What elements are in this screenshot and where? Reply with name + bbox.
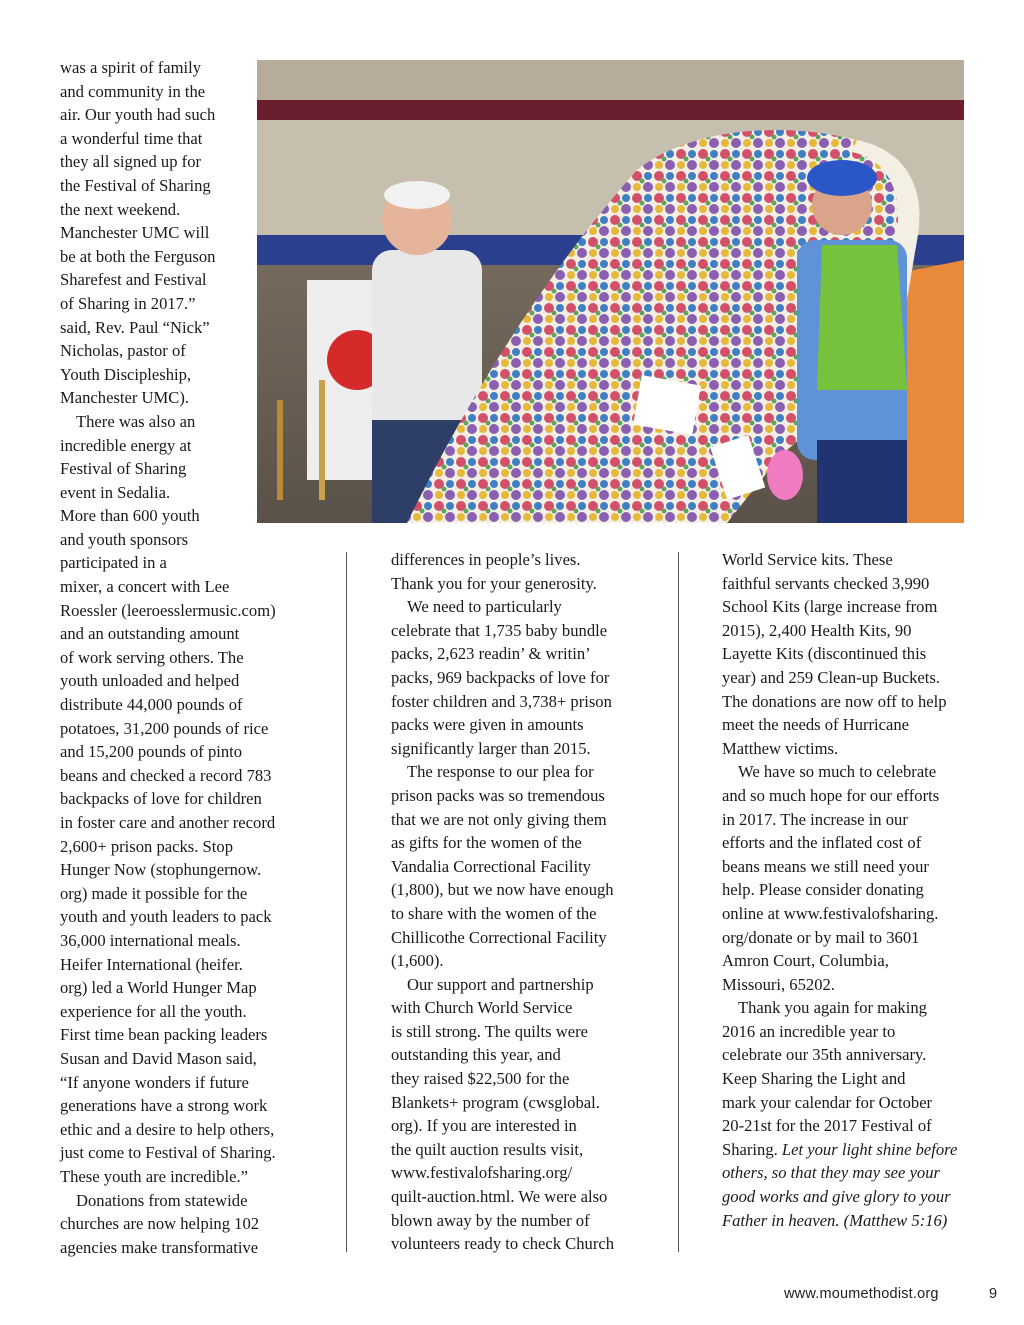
- text-line-content: packs, 969 backpacks of love for: [391, 667, 610, 687]
- text-line-content: Sharing.: [722, 1139, 782, 1159]
- text-line-content: Manchester UMC will: [60, 223, 210, 243]
- text-line-content: as gifts for the women of the: [391, 833, 582, 853]
- text-line: [391, 595, 646, 619]
- text-line: [722, 831, 967, 855]
- text-line-content: they all signed up for: [60, 152, 202, 172]
- text-line-content: in foster care and another record: [60, 813, 276, 832]
- text-line: [391, 1043, 646, 1067]
- text-line-content: backpacks of love for children: [60, 789, 262, 809]
- text-line-content: 2015), 2,400 Health Kits, 90: [722, 620, 912, 640]
- text-line-content: celebrate our 35th anniversary.: [722, 1045, 927, 1065]
- quilt-photo: [257, 60, 964, 523]
- text-line-content: online at www.festivalofsharing.: [722, 903, 939, 923]
- column-divider: [346, 552, 347, 1252]
- text-line: [391, 548, 646, 572]
- text-line: [391, 996, 646, 1020]
- text-line-content: ethic and a desire to help others,: [60, 1119, 275, 1139]
- text-line: [722, 1209, 967, 1233]
- text-line-content: Amron Court, Columbia,: [722, 951, 889, 971]
- text-line: [60, 929, 300, 953]
- text-line-content: Nicholas, pastor of: [60, 341, 186, 361]
- text-line-content: a wonderful time that: [60, 128, 203, 148]
- text-line: [722, 1138, 967, 1162]
- text-line: [391, 619, 646, 643]
- text-line-content: differences in people’s lives.: [391, 550, 581, 569]
- page-number: 9: [989, 1286, 998, 1302]
- text-line-content: the next weekend.: [60, 199, 181, 219]
- text-line-content: There was also an: [76, 411, 196, 431]
- text-line-content: meet the needs of Hurricane: [722, 715, 910, 735]
- text-line: [391, 666, 646, 690]
- text-line: [722, 760, 967, 784]
- text-line-content: just come to Festival of Sharing.: [60, 1143, 276, 1163]
- text-line-content: experience for all the youth.: [60, 1001, 247, 1021]
- article-column-2: [391, 548, 646, 1256]
- text-line-content: to share with the women of the: [391, 903, 597, 923]
- text-line-content: Chillicothe Correctional Facility: [391, 927, 607, 947]
- text-line: [391, 572, 646, 596]
- text-line-content: be at both the Ferguson: [60, 246, 216, 266]
- text-line: [391, 949, 646, 973]
- text-line-content: We need to particularly: [407, 597, 562, 617]
- text-line-content: was a spirit of family: [60, 58, 202, 77]
- text-line: [391, 1161, 646, 1185]
- text-line: [722, 949, 967, 973]
- text-line: [60, 693, 300, 717]
- text-line: [391, 1138, 646, 1162]
- text-line-content: of work serving others. The: [60, 647, 244, 667]
- article-column-3: [722, 548, 967, 1232]
- text-line: [722, 1114, 967, 1138]
- text-line-content: More than 600 youth: [60, 506, 200, 526]
- text-line: [391, 902, 646, 926]
- text-line: [722, 1043, 967, 1067]
- text-line-content: in 2017. The increase in our: [722, 809, 908, 829]
- text-line-content: of Sharing in 2017.”: [60, 293, 196, 313]
- text-line: [391, 713, 646, 737]
- text-line-content: air. Our youth had such: [60, 105, 216, 125]
- text-line-content: Matthew victims.: [722, 738, 839, 758]
- text-line-content: generations have a strong work: [60, 1096, 268, 1116]
- text-line-content: foster children and 3,738+ prison: [391, 691, 612, 711]
- footer-url[interactable]: www.moumethodist.org: [784, 1286, 939, 1302]
- text-line-content: and so much hope for our efforts: [722, 785, 940, 805]
- text-line-content: Heifer International (heifer.: [60, 954, 243, 974]
- text-line: [391, 690, 646, 714]
- text-line-content: Manchester UMC).: [60, 388, 190, 408]
- text-line-content: Sharefest and Festival: [60, 270, 207, 290]
- text-line: [60, 1189, 300, 1213]
- text-line-content: We have so much to celebrate: [738, 762, 937, 782]
- text-line: [722, 737, 967, 761]
- text-line-content: is still strong. The quilts were: [391, 1021, 588, 1041]
- text-line-content: the Festival of Sharing: [60, 175, 211, 195]
- text-line-content: and youth sponsors: [60, 529, 189, 549]
- text-line: [391, 855, 646, 879]
- text-line-content: quilt-auction.html. We were also: [391, 1187, 608, 1207]
- column-divider: [678, 552, 679, 1252]
- text-line-content: org) led a World Hunger Map: [60, 978, 257, 998]
- text-line-content: (1,800), but we now have enough: [391, 880, 614, 900]
- text-line-content: The response to our plea for: [407, 762, 594, 782]
- text-line-content: beans means we still need your: [722, 856, 929, 876]
- text-line: [722, 548, 967, 572]
- text-line: [722, 666, 967, 690]
- text-line: [60, 669, 300, 693]
- text-line-content: beans and checked a record 783: [60, 765, 272, 785]
- text-line: [722, 973, 967, 997]
- text-line-content: potatoes, 31,200 pounds of rice: [60, 718, 269, 738]
- text-line: [722, 1185, 967, 1209]
- text-line: [722, 1020, 967, 1044]
- text-line-content: youth and youth leaders to pack: [60, 907, 272, 927]
- text-line-content: faithful servants checked 3,990: [722, 573, 930, 593]
- text-line-content: These youth are incredible.”: [60, 1166, 248, 1186]
- text-line: [722, 1091, 967, 1115]
- text-line: [391, 737, 646, 761]
- text-line: [60, 835, 300, 859]
- text-line: [60, 1000, 300, 1024]
- scripture-quote: Father in heaven. (Matthew 5:16): [722, 1210, 948, 1230]
- text-line: [722, 808, 967, 832]
- text-line: [60, 811, 300, 835]
- text-line-content: Our support and partnership: [407, 974, 594, 994]
- text-line-content: event in Sedalia.: [60, 482, 171, 502]
- text-line-content: year) and 259 Clean-up Buckets.: [722, 667, 940, 687]
- text-line-content: packs, 2,623 readin’ & writin’: [391, 644, 591, 664]
- text-line: [60, 1071, 300, 1095]
- text-line: [722, 1067, 967, 1091]
- text-line: [722, 572, 967, 596]
- text-line-content: 2,600+ prison packs. Stop: [60, 836, 233, 856]
- text-line: [60, 717, 300, 741]
- text-line: [60, 1094, 300, 1118]
- text-line: [60, 551, 300, 575]
- text-line: [60, 575, 300, 599]
- text-line-content: Roessler (leeroesslermusic.com): [60, 600, 276, 620]
- text-line: [391, 1067, 646, 1091]
- text-line-content: Susan and David Mason said,: [60, 1048, 257, 1068]
- text-line: [722, 878, 967, 902]
- text-line: [60, 1165, 300, 1189]
- text-line-content: agencies make transformative: [60, 1237, 259, 1257]
- text-line: [722, 619, 967, 643]
- text-line: [391, 760, 646, 784]
- text-line-content: org) made it possible for the: [60, 883, 248, 903]
- text-line-content: (1,600).: [391, 951, 444, 971]
- text-line-content: Thank you again for making: [738, 998, 927, 1018]
- text-line-content: Keep Sharing the Light and: [722, 1069, 906, 1089]
- text-line-content: youth unloaded and helped: [60, 671, 240, 691]
- text-line-content: Hunger Now (stophungernow.: [60, 860, 262, 880]
- text-line: [60, 599, 300, 623]
- scripture-quote: others, so that they may see your: [722, 1163, 940, 1183]
- text-line: [60, 953, 300, 977]
- text-line: [722, 996, 967, 1020]
- text-line: [60, 1236, 300, 1260]
- text-line: [391, 1209, 646, 1233]
- text-line: [722, 902, 967, 926]
- text-line: [722, 713, 967, 737]
- text-line-content: incredible energy at: [60, 435, 192, 455]
- text-line-content: they raised $22,500 for the: [391, 1069, 570, 1089]
- text-line: [722, 855, 967, 879]
- scripture-quote: Let your light shine before: [781, 1139, 958, 1159]
- text-line-content: outstanding this year, and: [391, 1045, 561, 1065]
- text-line-content: “If anyone wonders if future: [60, 1072, 249, 1092]
- text-line-content: prison packs was so tremendous: [391, 785, 605, 805]
- text-line: [391, 1114, 646, 1138]
- text-line: [60, 1047, 300, 1071]
- text-line-content: the quilt auction results visit,: [391, 1139, 584, 1159]
- text-line-content: School Kits (large increase from: [722, 597, 938, 617]
- text-line-content: blown away by the number of: [391, 1210, 590, 1230]
- text-line-content: Vandalia Correctional Facility: [391, 856, 591, 876]
- text-line-content: volunteers ready to check Church: [391, 1234, 615, 1254]
- text-line-content: org). If you are interested in: [391, 1116, 577, 1136]
- text-line-content: Thank you for your generosity.: [391, 573, 597, 593]
- text-line-content: Blankets+ program (cwsglobal.: [391, 1092, 600, 1112]
- text-line: [60, 858, 300, 882]
- text-line: [391, 784, 646, 808]
- text-line-content: mark your calendar for October: [722, 1092, 933, 1112]
- text-line-content: First time bean packing leaders: [60, 1025, 268, 1045]
- text-line: [722, 595, 967, 619]
- text-line-content: and an outstanding amount: [60, 624, 240, 644]
- text-line: [391, 1020, 646, 1044]
- text-line: [60, 740, 300, 764]
- text-line: [722, 784, 967, 808]
- text-line-content: and community in the: [60, 81, 206, 101]
- text-line: [391, 831, 646, 855]
- text-line: [391, 973, 646, 997]
- text-line-content: participated in a: [60, 553, 167, 573]
- text-line: [60, 1023, 300, 1047]
- text-line: [60, 646, 300, 670]
- text-line-content: said, Rev. Paul “Nick”: [60, 317, 210, 337]
- text-line-content: Missouri, 65202.: [722, 974, 835, 994]
- text-line: [391, 926, 646, 950]
- text-line-content: 20-21st for the 2017 Festival of: [722, 1116, 932, 1136]
- text-line-content: with Church World Service: [391, 998, 573, 1018]
- text-line-content: Youth Discipleship,: [60, 364, 192, 384]
- text-line-content: The donations are now off to help: [722, 691, 947, 711]
- text-line-content: Layette Kits (discontinued this: [722, 644, 927, 664]
- text-line-content: World Service kits. These: [722, 550, 893, 569]
- text-line: [391, 878, 646, 902]
- text-line: [60, 528, 300, 552]
- text-line: [722, 1161, 967, 1185]
- text-line-content: 2016 an incredible year to: [722, 1021, 896, 1041]
- text-line-content: that we are not only giving them: [391, 809, 607, 829]
- text-line: [391, 642, 646, 666]
- text-line-content: celebrate that 1,735 baby bundle: [391, 620, 608, 640]
- text-line-content: packs were given in amounts: [391, 715, 584, 735]
- text-line: [391, 1091, 646, 1115]
- text-line-content: churches are now helping 102: [60, 1214, 260, 1234]
- text-line-content: significantly larger than 2015.: [391, 738, 591, 758]
- text-line: [722, 926, 967, 950]
- text-line: [391, 1185, 646, 1209]
- text-line-content: www.festivalofsharing.org/: [391, 1163, 573, 1183]
- text-line: [60, 976, 300, 1000]
- text-line: [60, 787, 300, 811]
- text-line-content: mixer, a concert with Lee: [60, 577, 230, 597]
- text-line-content: help. Please consider donating: [722, 880, 924, 900]
- text-line: [391, 1232, 646, 1256]
- text-line-content: distribute 44,000 pounds of: [60, 695, 243, 715]
- text-line-content: 36,000 international meals.: [60, 930, 241, 950]
- text-line: [391, 808, 646, 832]
- text-line: [722, 690, 967, 714]
- scripture-quote: good works and give glory to your: [722, 1187, 951, 1207]
- text-line: [60, 882, 300, 906]
- text-line-content: Donations from statewide: [76, 1190, 248, 1210]
- text-line-content: org/donate or by mail to 3601: [722, 927, 920, 947]
- text-line: [60, 622, 300, 646]
- text-line: [60, 1212, 300, 1236]
- text-line: [60, 1118, 300, 1142]
- text-line: [722, 642, 967, 666]
- text-line: [60, 764, 300, 788]
- text-line-content: Festival of Sharing: [60, 459, 187, 479]
- text-line: [60, 1141, 300, 1165]
- text-line-content: and 15,200 pounds of pinto: [60, 742, 243, 762]
- text-line-content: efforts and the inflated cost of: [722, 833, 922, 853]
- text-line: [60, 905, 300, 929]
